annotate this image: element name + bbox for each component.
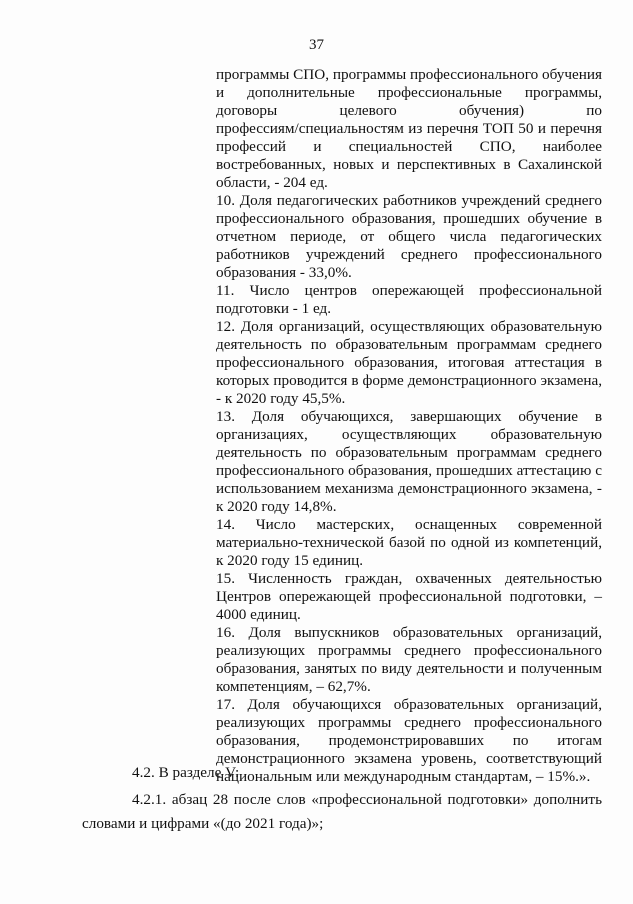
text-line: к 2020 году 15 единиц. (216, 552, 364, 569)
text-line: деятельность по образовательным программам среднего (216, 336, 602, 353)
text-line: 13. Доля обучающихся, завершающих обучение в (216, 408, 602, 425)
text-line: компетенциям, – 62,7%. (216, 678, 371, 695)
subsection-line-1: 4.2.1. абзац 28 после слов «профессиональной подготовки» дополнить (132, 791, 602, 808)
text-line: 10. Доля педагогических работников учреждений среднего (216, 192, 602, 209)
text-line: профессионального образования, итоговая аттестация в (216, 354, 602, 371)
text-line: 11. Число центров опережающей профессиональной (216, 282, 602, 299)
text-line: профессионального образования, прошедших обучение в (216, 210, 602, 227)
text-line: 16. Доля выпускников образовательных организаций, (216, 624, 602, 641)
text-line: к 2020 году 14,8%. (216, 498, 337, 515)
text-line: отчетном периоде, от общего числа педагогических (216, 228, 602, 245)
text-line: и дополнительные профессиональные программы, (216, 84, 602, 101)
text-line: деятельность по образовательным программам среднего (216, 444, 602, 461)
text-line: использованием механизма демонстрационного экзамена, - (216, 480, 602, 497)
text-line: 12. Доля организаций, осуществляющих образовательную (216, 318, 602, 335)
indented-list-column (216, 66, 602, 786)
text-line: которых проводится в форме демонстрационного экзамена, (216, 372, 602, 389)
text-line: национальным или международным стандартам, – 15%.». (216, 768, 591, 785)
text-line: образования, продемонстрировавших по итогам (216, 732, 602, 749)
text-line: профессиям/специальностям из перечня ТОП 50 и перечня (216, 120, 602, 137)
text-line: востребованных, новых и перспективных в Сахалинской (216, 156, 602, 173)
section-heading: 4.2. В разделе V: (132, 764, 240, 781)
text-line: области, - 204 ед. (216, 174, 328, 191)
text-line: реализующих программы среднего профессионального (216, 714, 602, 731)
text-line: профессионального образования, прошедших аттестацию с (216, 462, 602, 479)
text-line: образования - 33,0%. (216, 264, 352, 281)
text-line: 14. Число мастерских, оснащенных современной (216, 516, 602, 533)
text-line: 15. Численность граждан, охваченных деятельностью (216, 570, 602, 587)
text-line: работников учреждений среднего профессионального (216, 246, 602, 263)
page-number: 37 (309, 37, 324, 53)
subsection-line-2: словами и цифрами «(до 2021 года)»; (82, 815, 324, 832)
text-line: профессий и специальностей СПО, наиболее (216, 138, 602, 155)
text-line: образования, занятых по виду деятельности и полученным (216, 660, 602, 677)
text-line: 4000 единиц. (216, 606, 301, 623)
text-line: договоры целевого обучения) по (216, 102, 602, 119)
text-line: - к 2020 году 45,5%. (216, 390, 346, 407)
text-line: подготовки - 1 ед. (216, 300, 332, 317)
text-line: демонстрационного экзамена уровень, соответствующий (216, 750, 602, 767)
text-line: реализующих программы среднего профессионального (216, 642, 602, 659)
text-line: программы СПО, программы профессионального обучения (216, 66, 602, 83)
text-line: материально-технической базой по одной из компетенций, (216, 534, 602, 551)
text-line: Центров опережающей профессиональной подготовки, – (216, 588, 602, 605)
text-line: 17. Доля обучающихся образовательных организаций, (216, 696, 602, 713)
text-line: организациях, осуществляющих образовательную (216, 426, 602, 443)
